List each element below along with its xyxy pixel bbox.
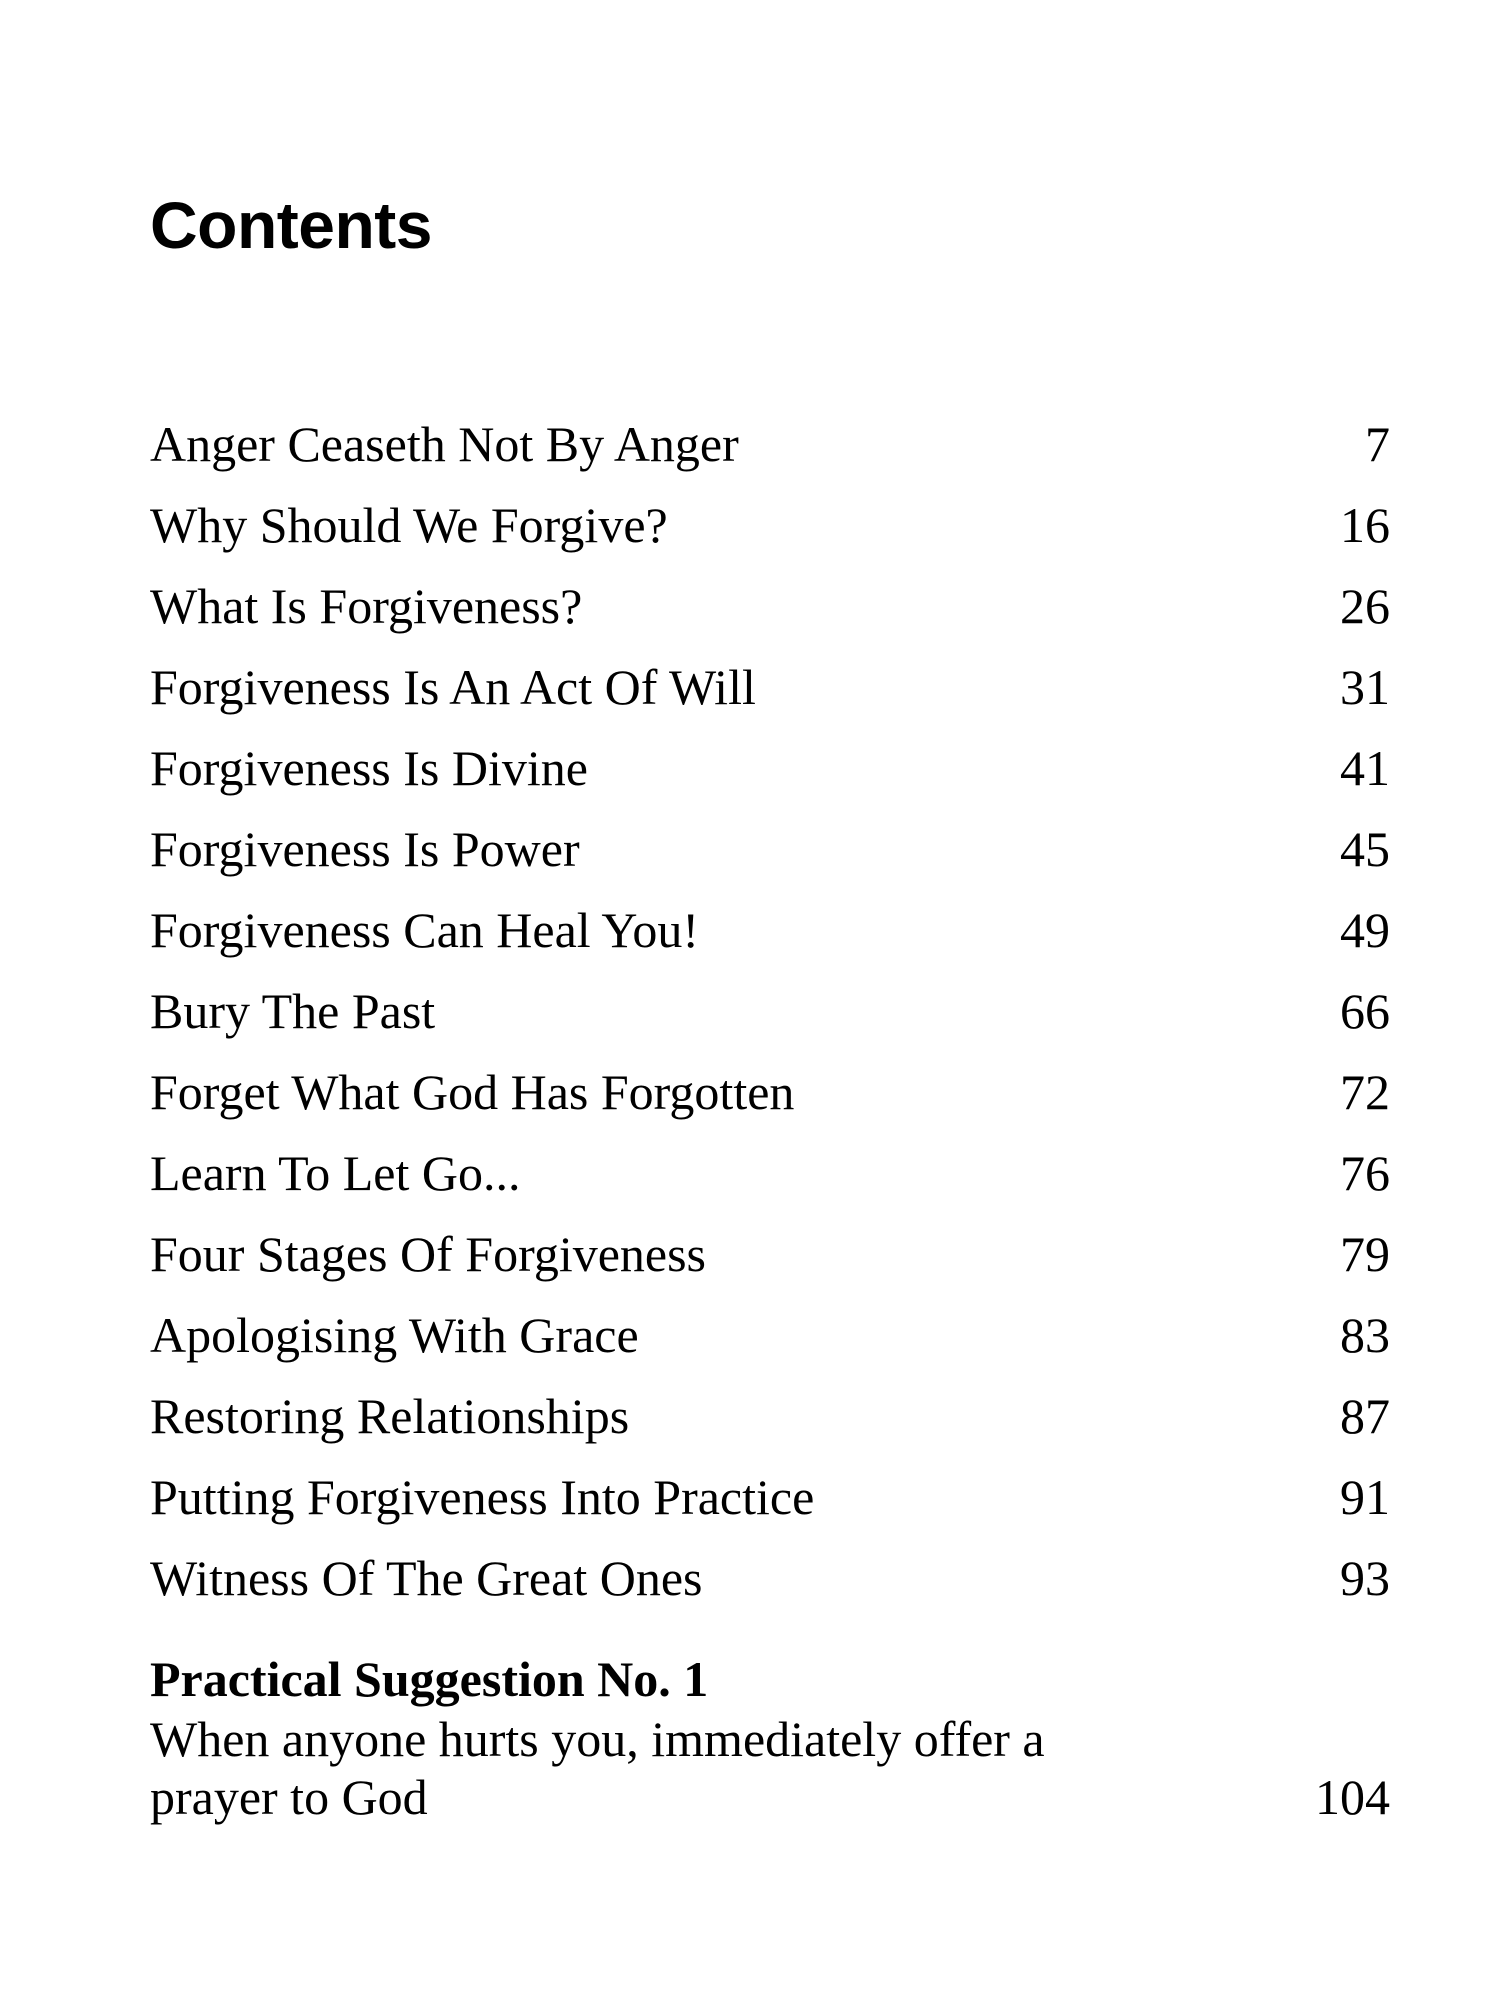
suggestion-line-1: When anyone hurts you, immediately offer a bbox=[150, 1711, 1045, 1767]
toc-entry-page: 83 bbox=[1340, 1307, 1390, 1363]
toc-entry-title: Forgiveness Is An Act Of Will bbox=[150, 659, 756, 715]
toc-entry-title: Apologising With Grace bbox=[150, 1307, 639, 1363]
toc-entry-page: 76 bbox=[1340, 1145, 1390, 1201]
toc-entry-page: 31 bbox=[1340, 659, 1390, 715]
toc-entry[interactable] bbox=[150, 809, 1390, 890]
toc-entry-title: Anger Ceaseth Not By Anger bbox=[150, 416, 739, 472]
toc-entry[interactable] bbox=[150, 647, 1390, 728]
suggestion-line-2: prayer to God bbox=[150, 1769, 428, 1825]
toc-entry[interactable] bbox=[150, 404, 1390, 485]
table-of-contents bbox=[150, 404, 1390, 1619]
toc-entry-page: 87 bbox=[1340, 1388, 1390, 1444]
toc-entry-title: Forgiveness Is Divine bbox=[150, 740, 588, 796]
toc-entry[interactable] bbox=[150, 1295, 1390, 1376]
toc-entry-title: Putting Forgiveness Into Practice bbox=[150, 1469, 815, 1525]
suggestion-page: 104 bbox=[1315, 1769, 1390, 1825]
toc-entry-title: Four Stages Of Forgiveness bbox=[150, 1226, 707, 1282]
toc-entry-title: What Is Forgiveness? bbox=[150, 578, 583, 634]
toc-entry[interactable] bbox=[150, 1376, 1390, 1457]
toc-entry-page: 93 bbox=[1340, 1550, 1390, 1606]
toc-entry-page: 49 bbox=[1340, 902, 1390, 958]
toc-entry-page: 16 bbox=[1340, 497, 1390, 553]
toc-entry-title: Restoring Relationships bbox=[150, 1388, 630, 1444]
toc-entry-title: Forget What God Has Forgotten bbox=[150, 1064, 795, 1120]
toc-entry-title: Witness Of The Great Ones bbox=[150, 1550, 703, 1606]
toc-entry[interactable] bbox=[150, 1133, 1390, 1214]
suggestion-text bbox=[150, 1710, 1045, 1826]
toc-entry[interactable] bbox=[150, 1052, 1390, 1133]
suggestion-body bbox=[150, 1710, 1390, 1826]
page-title: Contents bbox=[150, 188, 432, 262]
toc-entry-page: 45 bbox=[1340, 821, 1390, 877]
toc-entry[interactable] bbox=[150, 1457, 1390, 1538]
toc-entry-title: Bury The Past bbox=[150, 983, 436, 1039]
toc-entry[interactable] bbox=[150, 971, 1390, 1052]
toc-entry-page: 66 bbox=[1340, 983, 1390, 1039]
toc-entry-title: Forgiveness Can Heal You! bbox=[150, 902, 700, 958]
toc-entry-page: 72 bbox=[1340, 1064, 1390, 1120]
toc-entry-page: 7 bbox=[1365, 416, 1390, 472]
practical-suggestion-entry[interactable] bbox=[150, 1648, 1390, 1826]
toc-entry[interactable] bbox=[150, 485, 1390, 566]
toc-entry-title: Why Should We Forgive? bbox=[150, 497, 668, 553]
toc-entry-page: 41 bbox=[1340, 740, 1390, 796]
toc-entry[interactable] bbox=[150, 1214, 1390, 1295]
toc-entry-title: Learn To Let Go... bbox=[150, 1145, 521, 1201]
toc-entry-page: 26 bbox=[1340, 578, 1390, 634]
toc-entry[interactable] bbox=[150, 728, 1390, 809]
toc-entry-page: 91 bbox=[1340, 1469, 1390, 1525]
toc-entry[interactable] bbox=[150, 566, 1390, 647]
suggestion-heading: Practical Suggestion No. 1 bbox=[150, 1651, 709, 1707]
toc-entry[interactable] bbox=[150, 890, 1390, 971]
toc-entry[interactable] bbox=[150, 1538, 1390, 1619]
toc-entry-page: 79 bbox=[1340, 1226, 1390, 1282]
toc-entry-title: Forgiveness Is Power bbox=[150, 821, 580, 877]
